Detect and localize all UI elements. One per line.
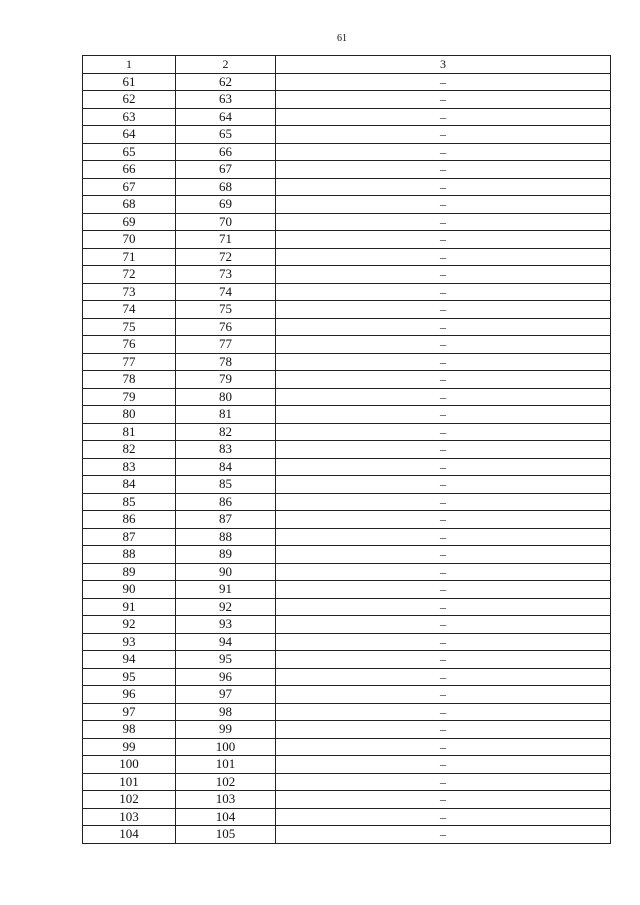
table-cell-col-1: 62 — [83, 91, 176, 109]
table-cell-col-1: 80 — [83, 406, 176, 424]
table-cell-col-3: – — [276, 598, 611, 616]
table-cell-col-3: – — [276, 283, 611, 301]
table-cell-col-2: 81 — [176, 406, 276, 424]
table-row — [83, 791, 611, 809]
table-row — [83, 196, 611, 214]
table-row — [83, 633, 611, 651]
table-cell-col-1: 86 — [83, 511, 176, 529]
table-cell-col-1: 79 — [83, 388, 176, 406]
header-row — [83, 56, 611, 74]
table-cell-col-1: 97 — [83, 703, 176, 721]
table-cell-col-3: – — [276, 668, 611, 686]
table-row — [83, 756, 611, 774]
table-cell-col-1: 74 — [83, 301, 176, 319]
table-row — [83, 371, 611, 389]
column-header-1: 1 — [83, 56, 176, 74]
table-row — [83, 808, 611, 826]
table-cell-col-2: 90 — [176, 563, 276, 581]
table-cell-col-2: 97 — [176, 686, 276, 704]
table-cell-col-3: – — [276, 248, 611, 266]
table-cell-col-1: 90 — [83, 581, 176, 599]
table-cell-col-2: 98 — [176, 703, 276, 721]
table-cell-col-3: – — [276, 563, 611, 581]
table-cell-col-2: 82 — [176, 423, 276, 441]
table-cell-col-3: – — [276, 756, 611, 774]
table-cell-col-3: – — [276, 616, 611, 634]
table-cell-col-2: 104 — [176, 808, 276, 826]
table-cell-col-1: 103 — [83, 808, 176, 826]
table-row — [83, 143, 611, 161]
table-cell-col-3: – — [276, 178, 611, 196]
table-row — [83, 266, 611, 284]
table-row — [83, 528, 611, 546]
table-row — [83, 353, 611, 371]
table-row — [83, 213, 611, 231]
table-row — [83, 441, 611, 459]
table-row — [83, 423, 611, 441]
table-cell-col-2: 89 — [176, 546, 276, 564]
table-cell-col-1: 77 — [83, 353, 176, 371]
table-row — [83, 546, 611, 564]
table-row — [83, 336, 611, 354]
table-cell-col-2: 79 — [176, 371, 276, 389]
column-header-3: 3 — [276, 56, 611, 74]
table-cell-col-1: 70 — [83, 231, 176, 249]
table-row — [83, 721, 611, 739]
table-row — [83, 616, 611, 634]
table-cell-col-3: – — [276, 353, 611, 371]
table-row — [83, 458, 611, 476]
table-cell-col-3: – — [276, 493, 611, 511]
table-cell-col-3: – — [276, 738, 611, 756]
table-cell-col-2: 64 — [176, 108, 276, 126]
table-cell-col-2: 74 — [176, 283, 276, 301]
table-cell-col-1: 61 — [83, 73, 176, 91]
table-cell-col-1: 66 — [83, 161, 176, 179]
table-cell-col-3: – — [276, 318, 611, 336]
table-header — [83, 56, 611, 74]
table-cell-col-2: 76 — [176, 318, 276, 336]
table-cell-col-2: 95 — [176, 651, 276, 669]
data-table-container — [82, 55, 610, 844]
table-cell-col-2: 65 — [176, 126, 276, 144]
table-row — [83, 598, 611, 616]
table-cell-col-2: 71 — [176, 231, 276, 249]
table-cell-col-3: – — [276, 301, 611, 319]
table-cell-col-3: – — [276, 773, 611, 791]
table-cell-col-2: 77 — [176, 336, 276, 354]
table-cell-col-2: 83 — [176, 441, 276, 459]
table-cell-col-1: 94 — [83, 651, 176, 669]
table-row — [83, 686, 611, 704]
table-row — [83, 406, 611, 424]
table-row — [83, 73, 611, 91]
table-cell-col-1: 71 — [83, 248, 176, 266]
table-cell-col-3: – — [276, 476, 611, 494]
table-cell-col-2: 63 — [176, 91, 276, 109]
table-cell-col-3: – — [276, 441, 611, 459]
table-row — [83, 476, 611, 494]
table-cell-col-2: 69 — [176, 196, 276, 214]
table-cell-col-1: 68 — [83, 196, 176, 214]
table-cell-col-2: 87 — [176, 511, 276, 529]
table-cell-col-1: 63 — [83, 108, 176, 126]
table-cell-col-3: – — [276, 161, 611, 179]
table-cell-col-1: 91 — [83, 598, 176, 616]
table-cell-col-1: 64 — [83, 126, 176, 144]
table-cell-col-2: 84 — [176, 458, 276, 476]
table-cell-col-3: – — [276, 458, 611, 476]
table-cell-col-1: 83 — [83, 458, 176, 476]
table-row — [83, 301, 611, 319]
page-number: 61 — [337, 33, 347, 44]
table-cell-col-2: 93 — [176, 616, 276, 634]
table-cell-col-2: 92 — [176, 598, 276, 616]
table-cell-col-1: 95 — [83, 668, 176, 686]
table-cell-col-1: 72 — [83, 266, 176, 284]
table-cell-col-3: – — [276, 266, 611, 284]
table-cell-col-2: 103 — [176, 791, 276, 809]
table-cell-col-1: 89 — [83, 563, 176, 581]
table-row — [83, 178, 611, 196]
table-cell-col-3: – — [276, 196, 611, 214]
table-row — [83, 283, 611, 301]
table-cell-col-3: – — [276, 126, 611, 144]
table-cell-col-3: – — [276, 651, 611, 669]
table-body — [83, 73, 611, 843]
table-cell-col-3: – — [276, 633, 611, 651]
table-cell-col-1: 102 — [83, 791, 176, 809]
table-cell-col-3: – — [276, 511, 611, 529]
table-cell-col-1: 78 — [83, 371, 176, 389]
table-cell-col-1: 75 — [83, 318, 176, 336]
table-cell-col-3: – — [276, 388, 611, 406]
table-cell-col-3: – — [276, 406, 611, 424]
table-cell-col-2: 101 — [176, 756, 276, 774]
table-cell-col-3: – — [276, 143, 611, 161]
table-cell-col-2: 78 — [176, 353, 276, 371]
table-cell-col-3: – — [276, 371, 611, 389]
table-row — [83, 773, 611, 791]
table-cell-col-3: – — [276, 528, 611, 546]
table-cell-col-3: – — [276, 231, 611, 249]
table-row — [83, 318, 611, 336]
table-cell-col-3: – — [276, 108, 611, 126]
table-cell-col-3: – — [276, 826, 611, 844]
table-cell-col-2: 96 — [176, 668, 276, 686]
table-row — [83, 126, 611, 144]
table-cell-col-1: 67 — [83, 178, 176, 196]
table-cell-col-2: 100 — [176, 738, 276, 756]
table-cell-col-3: – — [276, 791, 611, 809]
table-cell-col-2: 102 — [176, 773, 276, 791]
table-row — [83, 108, 611, 126]
table-cell-col-1: 82 — [83, 441, 176, 459]
table-cell-col-2: 85 — [176, 476, 276, 494]
table-cell-col-2: 94 — [176, 633, 276, 651]
table-cell-col-1: 73 — [83, 283, 176, 301]
table-cell-col-1: 101 — [83, 773, 176, 791]
table-cell-col-3: – — [276, 581, 611, 599]
table-cell-col-3: – — [276, 213, 611, 231]
table-cell-col-1: 92 — [83, 616, 176, 634]
table-row — [83, 493, 611, 511]
table-cell-col-2: 99 — [176, 721, 276, 739]
table-cell-col-3: – — [276, 721, 611, 739]
table-cell-col-2: 91 — [176, 581, 276, 599]
table-cell-col-1: 88 — [83, 546, 176, 564]
table-cell-col-3: – — [276, 423, 611, 441]
table-cell-col-2: 105 — [176, 826, 276, 844]
table-row — [83, 563, 611, 581]
table-cell-col-3: – — [276, 336, 611, 354]
table-cell-col-1: 104 — [83, 826, 176, 844]
table-row — [83, 91, 611, 109]
table-cell-col-1: 84 — [83, 476, 176, 494]
table-cell-col-3: – — [276, 546, 611, 564]
table-cell-col-2: 72 — [176, 248, 276, 266]
table-cell-col-1: 69 — [83, 213, 176, 231]
table-cell-col-2: 70 — [176, 213, 276, 231]
table-cell-col-1: 99 — [83, 738, 176, 756]
table-cell-col-1: 85 — [83, 493, 176, 511]
table-cell-col-1: 98 — [83, 721, 176, 739]
table-row — [83, 161, 611, 179]
table-cell-col-1: 76 — [83, 336, 176, 354]
data-table — [82, 55, 611, 844]
table-cell-col-2: 68 — [176, 178, 276, 196]
table-row — [83, 388, 611, 406]
table-cell-col-3: – — [276, 686, 611, 704]
table-cell-col-1: 87 — [83, 528, 176, 546]
table-cell-col-1: 65 — [83, 143, 176, 161]
table-cell-col-3: – — [276, 73, 611, 91]
table-cell-col-2: 66 — [176, 143, 276, 161]
column-header-2: 2 — [176, 56, 276, 74]
table-cell-col-1: 93 — [83, 633, 176, 651]
table-cell-col-3: – — [276, 808, 611, 826]
table-row — [83, 668, 611, 686]
table-row — [83, 703, 611, 721]
table-row — [83, 581, 611, 599]
table-cell-col-3: – — [276, 91, 611, 109]
table-cell-col-2: 73 — [176, 266, 276, 284]
table-cell-col-1: 96 — [83, 686, 176, 704]
table-row — [83, 651, 611, 669]
table-cell-col-2: 80 — [176, 388, 276, 406]
table-row — [83, 511, 611, 529]
table-cell-col-2: 86 — [176, 493, 276, 511]
table-cell-col-2: 67 — [176, 161, 276, 179]
table-row — [83, 231, 611, 249]
table-row — [83, 248, 611, 266]
table-row — [83, 738, 611, 756]
table-row — [83, 826, 611, 844]
table-cell-col-1: 81 — [83, 423, 176, 441]
table-cell-col-2: 75 — [176, 301, 276, 319]
table-cell-col-3: – — [276, 703, 611, 721]
table-cell-col-2: 62 — [176, 73, 276, 91]
table-cell-col-2: 88 — [176, 528, 276, 546]
table-cell-col-1: 100 — [83, 756, 176, 774]
